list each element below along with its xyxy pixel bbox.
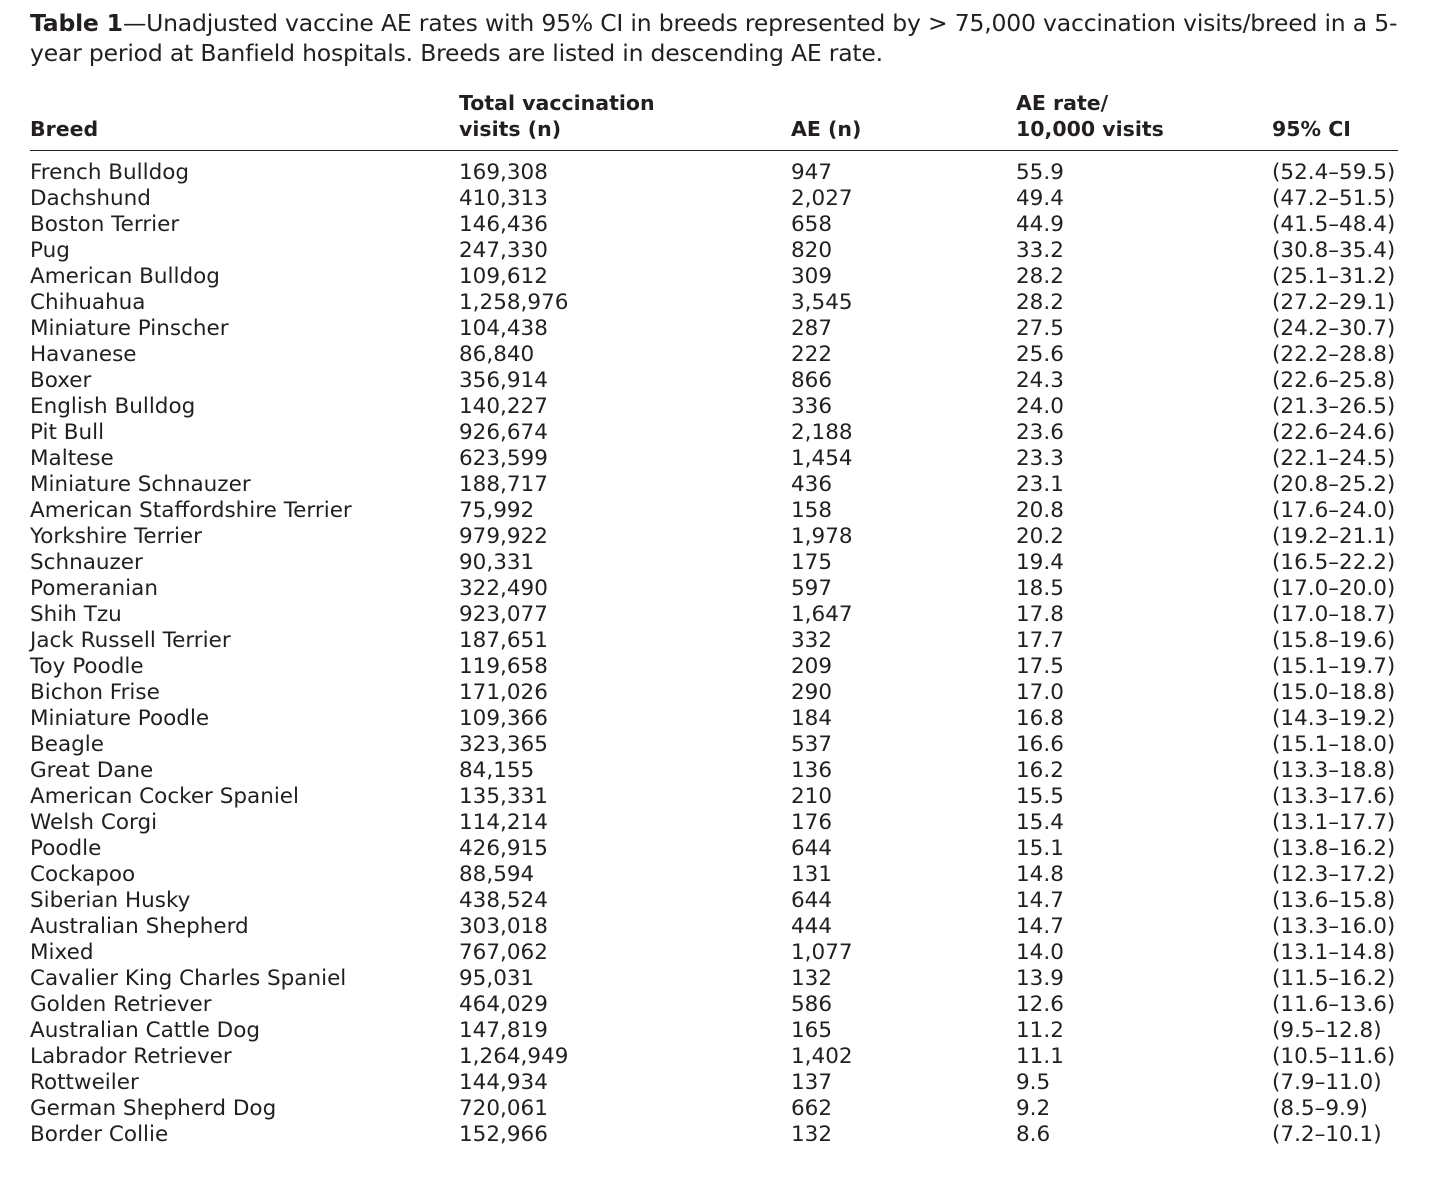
cell-breed: Bichon Frise [30, 680, 160, 705]
cell-rate: 15.1 [1016, 836, 1064, 861]
cell-ci: (13.3–17.6) [1272, 784, 1396, 809]
cell-ae: 290 [791, 680, 833, 705]
cell-ci: (17.6–24.0) [1272, 498, 1396, 523]
cell-ae: 165 [791, 1018, 833, 1043]
table-row [30, 992, 1398, 1018]
cell-rate: 11.2 [1016, 1018, 1064, 1043]
table-row [30, 472, 1398, 498]
header-breed-label: Breed [30, 117, 99, 141]
cell-visits: 109,612 [459, 264, 548, 289]
cell-ae: 820 [791, 238, 833, 263]
cell-rate: 9.5 [1016, 1070, 1051, 1095]
cell-visits: 979,922 [459, 524, 548, 549]
cell-ae: 1,647 [791, 602, 853, 627]
cell-breed: Boxer [30, 368, 92, 393]
cell-visits: 410,313 [459, 186, 548, 211]
table-header [30, 88, 1398, 148]
cell-ae: 586 [791, 992, 833, 1017]
table-row [30, 1044, 1398, 1070]
cell-rate: 17.0 [1016, 680, 1064, 705]
cell-ae: 222 [791, 342, 833, 367]
header-visits-line2: visits (n) [459, 117, 562, 141]
table-row [30, 160, 1398, 186]
cell-visits: 1,258,976 [459, 290, 569, 315]
cell-breed: Havanese [30, 342, 137, 367]
cell-visits: 169,308 [459, 160, 548, 185]
cell-ci: (15.1–18.0) [1272, 732, 1396, 757]
cell-ae: 444 [791, 914, 833, 939]
cell-rate: 28.2 [1016, 264, 1064, 289]
table-row [30, 1122, 1398, 1148]
cell-breed: Boston Terrier [30, 212, 180, 237]
table-row [30, 628, 1398, 654]
cell-ae: 644 [791, 888, 833, 913]
table-row [30, 550, 1398, 576]
cell-ci: (9.5–12.8) [1272, 1018, 1382, 1043]
cell-ae: 947 [791, 160, 833, 185]
table-row [30, 394, 1398, 420]
cell-ae: 287 [791, 316, 833, 341]
table-row [30, 758, 1398, 784]
cell-visits: 323,365 [459, 732, 548, 757]
cell-ci: (14.3–19.2) [1272, 706, 1396, 731]
cell-breed: Miniature Pinscher [30, 316, 229, 341]
cell-visits: 767,062 [459, 940, 548, 965]
cell-ae: 175 [791, 550, 833, 575]
table-row [30, 342, 1398, 368]
cell-ci: (19.2–21.1) [1272, 524, 1396, 549]
cell-breed: Mixed [30, 940, 94, 965]
cell-ae: 132 [791, 966, 833, 991]
cell-ae: 644 [791, 836, 833, 861]
table-caption-label: Table 1 [30, 9, 123, 37]
cell-breed: Golden Retriever [30, 992, 212, 1017]
cell-breed: Schnauzer [30, 550, 143, 575]
cell-visits: 146,436 [459, 212, 548, 237]
table-row [30, 368, 1398, 394]
table-row [30, 680, 1398, 706]
cell-breed: Pug [30, 238, 70, 263]
cell-ci: (17.0–18.7) [1272, 602, 1396, 627]
cell-rate: 19.4 [1016, 550, 1064, 575]
cell-ci: (13.8–16.2) [1272, 836, 1396, 861]
cell-breed: Yorkshire Terrier [30, 524, 202, 549]
cell-breed: Welsh Corgi [30, 810, 158, 835]
cell-rate: 14.0 [1016, 940, 1064, 965]
cell-rate: 27.5 [1016, 316, 1064, 341]
cell-ci: (13.3–18.8) [1272, 758, 1396, 783]
cell-ae: 176 [791, 810, 833, 835]
cell-visits: 247,330 [459, 238, 548, 263]
cell-visits: 322,490 [459, 576, 548, 601]
cell-ae: 597 [791, 576, 833, 601]
cell-ci: (15.1–19.7) [1272, 654, 1396, 679]
cell-breed: German Shepherd Dog [30, 1096, 277, 1121]
header-ae-label: AE (n) [791, 117, 862, 141]
cell-breed: Maltese [30, 446, 114, 471]
cell-rate: 25.6 [1016, 342, 1064, 367]
cell-breed: Poodle [30, 836, 102, 861]
cell-rate: 28.2 [1016, 290, 1064, 315]
cell-ci: (13.3–16.0) [1272, 914, 1396, 939]
header-visits [459, 90, 655, 142]
table-row [30, 186, 1398, 212]
cell-rate: 33.2 [1016, 238, 1064, 263]
cell-visits: 147,819 [459, 1018, 548, 1043]
cell-visits: 152,966 [459, 1122, 548, 1147]
cell-ci: (41.5–48.4) [1272, 212, 1396, 237]
cell-rate: 16.6 [1016, 732, 1064, 757]
cell-rate: 12.6 [1016, 992, 1064, 1017]
cell-breed: Shih Tzu [30, 602, 122, 627]
table-row [30, 914, 1398, 940]
table-row [30, 784, 1398, 810]
cell-rate: 8.6 [1016, 1122, 1051, 1147]
cell-ae: 332 [791, 628, 833, 653]
table-row [30, 654, 1398, 680]
cell-rate: 16.2 [1016, 758, 1064, 783]
cell-visits: 84,155 [459, 758, 535, 783]
table-row [30, 1070, 1398, 1096]
cell-visits: 438,524 [459, 888, 548, 913]
cell-ci: (22.1–24.5) [1272, 446, 1396, 471]
header-rate [1016, 90, 1164, 142]
table-caption [30, 8, 1410, 68]
cell-ci: (7.2–10.1) [1272, 1122, 1382, 1147]
cell-ci: (47.2–51.5) [1272, 186, 1396, 211]
cell-rate: 15.4 [1016, 810, 1064, 835]
cell-visits: 1,264,949 [459, 1044, 569, 1069]
cell-breed: Miniature Poodle [30, 706, 210, 731]
cell-ci: (7.9–11.0) [1272, 1070, 1382, 1095]
cell-ci: (22.6–25.8) [1272, 368, 1396, 393]
cell-ae: 137 [791, 1070, 833, 1095]
cell-ae: 537 [791, 732, 833, 757]
cell-rate: 24.0 [1016, 394, 1064, 419]
cell-rate: 23.1 [1016, 472, 1064, 497]
cell-rate: 9.2 [1016, 1096, 1051, 1121]
cell-ae: 658 [791, 212, 833, 237]
cell-ae: 210 [791, 784, 833, 809]
header-visits-line1: Total vaccination [459, 91, 655, 115]
cell-ci: (25.1–31.2) [1272, 264, 1396, 289]
cell-breed: Australian Cattle Dog [30, 1018, 261, 1043]
table-row [30, 888, 1398, 914]
cell-breed: Siberian Husky [30, 888, 191, 913]
cell-ci: (22.6–24.6) [1272, 420, 1396, 445]
cell-ae: 1,454 [791, 446, 853, 471]
cell-rate: 15.5 [1016, 784, 1064, 809]
table-row [30, 264, 1398, 290]
cell-breed: Cavalier King Charles Spaniel [30, 966, 347, 991]
table-row [30, 836, 1398, 862]
cell-rate: 49.4 [1016, 186, 1064, 211]
cell-breed: Miniature Schnauzer [30, 472, 251, 497]
table-body [30, 160, 1398, 1148]
cell-visits: 144,934 [459, 1070, 548, 1095]
header-breed [30, 116, 98, 142]
cell-ci: (8.5–9.9) [1272, 1096, 1368, 1121]
cell-breed: American Bulldog [30, 264, 220, 289]
cell-ci: (24.2–30.7) [1272, 316, 1396, 341]
cell-visits: 303,018 [459, 914, 548, 939]
cell-breed: Beagle [30, 732, 105, 757]
cell-rate: 20.2 [1016, 524, 1064, 549]
cell-breed: Great Dane [30, 758, 154, 783]
table-row [30, 446, 1398, 472]
cell-ci: (15.0–18.8) [1272, 680, 1396, 705]
cell-rate: 14.7 [1016, 888, 1064, 913]
table-row [30, 576, 1398, 602]
cell-visits: 720,061 [459, 1096, 548, 1121]
cell-visits: 114,214 [459, 810, 548, 835]
cell-rate: 24.3 [1016, 368, 1064, 393]
table-row [30, 290, 1398, 316]
cell-ci: (11.6–13.6) [1272, 992, 1396, 1017]
cell-ci: (21.3–26.5) [1272, 394, 1396, 419]
cell-ci: (20.8–25.2) [1272, 472, 1396, 497]
cell-breed: Pit Bull [30, 420, 105, 445]
cell-ae: 132 [791, 1122, 833, 1147]
cell-ci: (13.6–15.8) [1272, 888, 1396, 913]
cell-ci: (30.8–35.4) [1272, 238, 1396, 263]
table-row [30, 420, 1398, 446]
cell-ae: 309 [791, 264, 833, 289]
cell-rate: 44.9 [1016, 212, 1064, 237]
cell-breed: Australian Shepherd [30, 914, 249, 939]
cell-visits: 75,992 [459, 498, 535, 523]
cell-visits: 140,227 [459, 394, 548, 419]
table-row [30, 862, 1398, 888]
cell-rate: 23.3 [1016, 446, 1064, 471]
cell-breed: American Cocker Spaniel [30, 784, 299, 809]
cell-visits: 119,658 [459, 654, 548, 679]
table-row [30, 238, 1398, 264]
cell-ci: (15.8–19.6) [1272, 628, 1396, 653]
cell-ci: (13.1–17.7) [1272, 810, 1396, 835]
cell-visits: 356,914 [459, 368, 548, 393]
cell-ae: 2,188 [791, 420, 853, 445]
table-row [30, 966, 1398, 992]
header-ci [1272, 116, 1351, 142]
cell-rate: 14.8 [1016, 862, 1064, 887]
cell-breed: Rottweiler [30, 1070, 139, 1095]
cell-breed: Pomeranian [30, 576, 158, 601]
table-row [30, 524, 1398, 550]
table-row [30, 498, 1398, 524]
table-row [30, 316, 1398, 342]
header-ci-label: 95% CI [1272, 117, 1351, 141]
table-row [30, 706, 1398, 732]
cell-rate: 55.9 [1016, 160, 1064, 185]
cell-ae: 209 [791, 654, 833, 679]
cell-visits: 88,594 [459, 862, 535, 887]
cell-visits: 171,026 [459, 680, 548, 705]
cell-ci: (12.3–17.2) [1272, 862, 1396, 887]
cell-breed: Chihuahua [30, 290, 146, 315]
table-row [30, 212, 1398, 238]
cell-breed: Dachshund [30, 186, 151, 211]
cell-ae: 336 [791, 394, 833, 419]
cell-ae: 662 [791, 1096, 833, 1121]
cell-breed: Toy Poodle [30, 654, 144, 679]
table-row [30, 1018, 1398, 1044]
cell-rate: 17.7 [1016, 628, 1064, 653]
cell-ci: (22.2–28.8) [1272, 342, 1396, 367]
cell-visits: 90,331 [459, 550, 535, 575]
cell-rate: 20.8 [1016, 498, 1064, 523]
cell-visits: 104,438 [459, 316, 548, 341]
header-ae [791, 116, 861, 142]
cell-rate: 11.1 [1016, 1044, 1064, 1069]
cell-visits: 188,717 [459, 472, 548, 497]
cell-rate: 18.5 [1016, 576, 1064, 601]
cell-breed: Cockapoo [30, 862, 136, 887]
cell-ae: 136 [791, 758, 833, 783]
cell-ae: 1,978 [791, 524, 853, 549]
cell-ae: 3,545 [791, 290, 853, 315]
cell-breed: French Bulldog [30, 160, 190, 185]
cell-ci: (13.1–14.8) [1272, 940, 1396, 965]
cell-breed: Border Collie [30, 1122, 169, 1147]
table-row [30, 732, 1398, 758]
cell-rate: 13.9 [1016, 966, 1064, 991]
cell-visits: 86,840 [459, 342, 535, 367]
cell-ae: 1,077 [791, 940, 853, 965]
cell-ae: 2,027 [791, 186, 853, 211]
cell-ae: 866 [791, 368, 833, 393]
cell-breed: English Bulldog [30, 394, 196, 419]
cell-rate: 16.8 [1016, 706, 1064, 731]
cell-ci: (10.5–11.6) [1272, 1044, 1396, 1069]
cell-visits: 135,331 [459, 784, 548, 809]
cell-rate: 17.5 [1016, 654, 1064, 679]
cell-visits: 95,031 [459, 966, 535, 991]
cell-ae: 131 [791, 862, 833, 887]
table-row [30, 810, 1398, 836]
cell-ae: 184 [791, 706, 833, 731]
cell-rate: 23.6 [1016, 420, 1064, 445]
cell-ci: (16.5–22.2) [1272, 550, 1396, 575]
cell-visits: 464,029 [459, 992, 548, 1017]
table-row [30, 940, 1398, 966]
cell-ae: 158 [791, 498, 833, 523]
cell-visits: 623,599 [459, 446, 548, 471]
table-row [30, 602, 1398, 628]
cell-ci: (11.5–16.2) [1272, 966, 1396, 991]
cell-visits: 926,674 [459, 420, 548, 445]
cell-ci: (17.0–20.0) [1272, 576, 1396, 601]
header-rate-line2: 10,000 visits [1016, 117, 1164, 141]
cell-ci: (52.4–59.5) [1272, 160, 1396, 185]
cell-visits: 923,077 [459, 602, 548, 627]
cell-ae: 436 [791, 472, 833, 497]
cell-ae: 1,402 [791, 1044, 853, 1069]
table-row [30, 1096, 1398, 1122]
cell-visits: 109,366 [459, 706, 548, 731]
cell-visits: 187,651 [459, 628, 548, 653]
header-rate-line1: AE rate/ [1016, 91, 1109, 115]
cell-breed: Jack Russell Terrier [30, 628, 231, 653]
cell-breed: American Staffordshire Terrier [30, 498, 352, 523]
cell-visits: 426,915 [459, 836, 548, 861]
cell-rate: 17.8 [1016, 602, 1064, 627]
cell-breed: Labrador Retriever [30, 1044, 232, 1069]
cell-rate: 14.7 [1016, 914, 1064, 939]
header-rule [30, 150, 1398, 151]
table-caption-text: —Unadjusted vaccine AE rates with 95% CI in breeds represented by > 75,000 vaccination visits/breed in a 5-year period at Banfield hospitals. Breeds are listed in descending AE rate. [30, 9, 1398, 67]
cell-ci: (27.2–29.1) [1272, 290, 1396, 315]
